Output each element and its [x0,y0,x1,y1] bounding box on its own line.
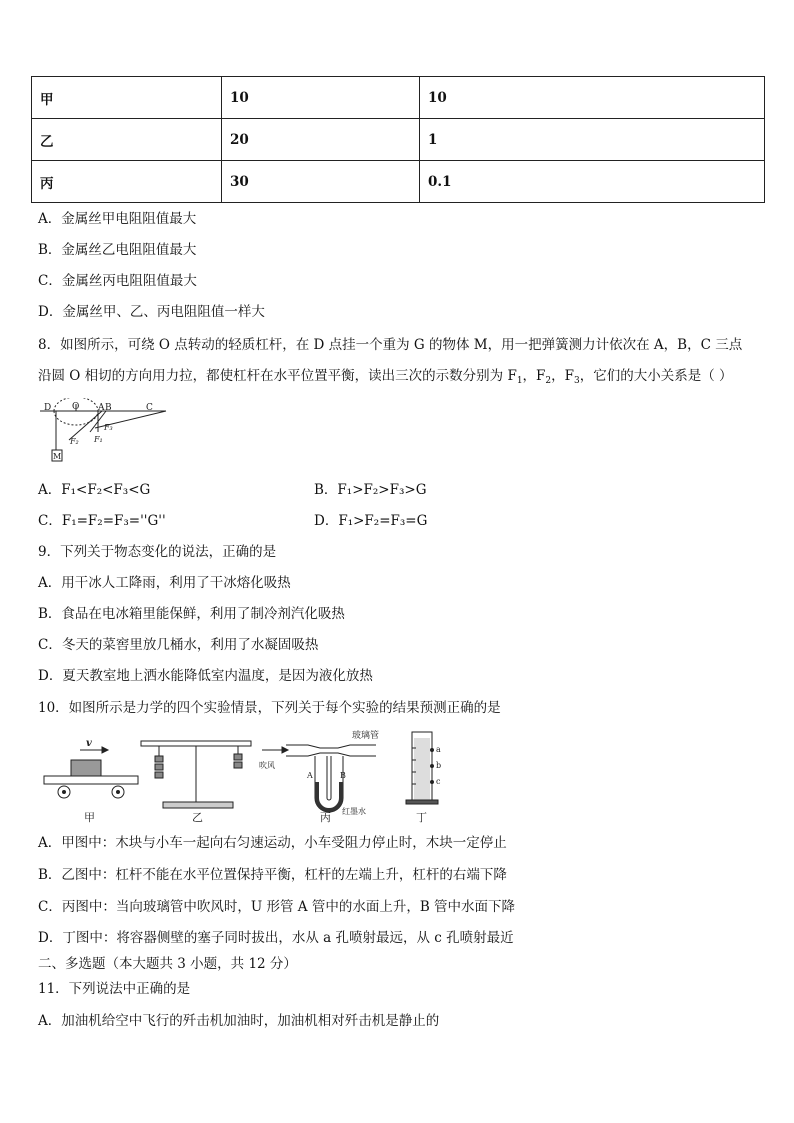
point-c-label: C [146,403,153,413]
table-cell: 20 [222,119,420,161]
table-cell: 10 [420,77,765,119]
velocity-label: v [86,738,92,749]
q10-option-d: D．丁图中：将容器侧壁的塞子同时拔出，水从 a 孔喷射最远，从 c 孔喷射最近 [38,930,514,946]
q8-option-b: B．F₁>F₂>F₃>G [314,482,427,498]
hole-b-label: b [436,761,442,770]
table-row [32,77,765,119]
tube-a-label: A [307,771,313,780]
q10-option-b: B．乙图中：杠杆不能在水平位置保持平衡，杠杆的左端上升，杠杆的右端下降 [38,867,507,883]
red-ink-label: 红墨水 [342,807,366,816]
force-f3-label: F₃ [104,423,113,432]
q7-option-a: A．金属丝甲电阻阻值最大 [38,211,197,227]
mass-m-label: M [53,452,62,461]
table-row [32,161,765,203]
table-cell: 丙 [32,161,222,203]
table-cell: 甲 [32,77,222,119]
hole-c-label: c [436,777,441,786]
q11-stem: 11．下列说法中正确的是 [38,981,191,997]
q10-option-c: C．丙图中：当向玻璃管中吹风时，U 形管 A 管中的水面上升，B 管中水面下降 [38,899,516,915]
tube-b-label: B [340,771,346,780]
mechanics-experiments-figure [38,728,448,826]
force-f1-label: F₁ [94,435,103,444]
q10-stem: 10．如图所示是力学的四个实验情景，下列关于每个实验的结果预测正确的是 [38,700,501,716]
q9-option-a: A．用干冰人工降雨，利用了干冰熔化吸热 [38,575,291,591]
table-cell: 30 [222,161,420,203]
q9-stem: 9．下列关于物态变化的说法，正确的是 [38,544,277,560]
q8-option-d: D．F₁>F₂=F₃=G [314,513,428,529]
resistance-table [31,76,765,203]
table-cell: 乙 [32,119,222,161]
q7-option-d: D．金属丝甲、乙、丙电阻阻值一样大 [38,304,265,320]
q8-stem-line1: 8．如图所示，可绕 O 点转动的轻质杠杆，在 D 点挂一个重为 G 的物体 M，用一把弹簧测力计依次在 A，B，C 三点 [38,337,743,353]
point-b-label: B [105,403,112,413]
hole-a-label: a [436,745,441,754]
force-f2-label: F₂ [70,437,79,446]
q7-option-b: B．金属丝乙电阻阻值最大 [38,242,197,258]
q8-option-a: A．F₁<F₂<F₃<G [38,482,151,498]
q8-option-c: C．F₁=F₂=F₃=''G'' [38,513,166,529]
fig-bing-label: 丙 [320,811,331,824]
table-cell: 0.1 [420,161,765,203]
table-cell: 1 [420,119,765,161]
glass-tube-label: 玻璃管 [352,731,380,741]
blow-label: 吹风 [259,761,275,770]
lever-figure [36,398,172,466]
fig-ding-label: 丁 [416,811,427,824]
fig-jia-label: 甲 [84,811,95,824]
q9-option-b: B．食品在电冰箱里能保鲜，利用了制冷剂汽化吸热 [38,606,345,622]
q10-option-a: A．甲图中：木块与小车一起向右匀速运动，小车受阻力停止时，木块一定停止 [38,835,507,851]
table-cell: 10 [222,77,420,119]
fig-yi-label: 乙 [192,811,203,824]
q7-option-c: C．金属丝丙电阻阻值最大 [38,273,197,289]
q9-option-c: C．冬天的菜窖里放几桶水，利用了水凝固吸热 [38,637,319,653]
section-heading: 二、多选题（本大题共 3 小题，共 12 分） [38,956,297,972]
point-a-label: A [98,403,105,413]
table-row [32,119,765,161]
point-d-label: D [44,403,52,413]
point-o-label: O [72,402,80,412]
q8-stem-line2: 沿圆 O 相切的方向用力拉，都使杠杆在水平位置平衡，读出三次的示数分别为 $F_1$，$F_2$，$F_3$，它们的大小关系是（ ） [38,368,733,386]
q11-option-a: A．加油机给空中飞行的歼击机加油时，加油机相对歼击机是静止的 [38,1013,440,1029]
q9-option-d: D．夏天教室地上洒水能降低室内温度，是因为液化放热 [38,668,373,684]
